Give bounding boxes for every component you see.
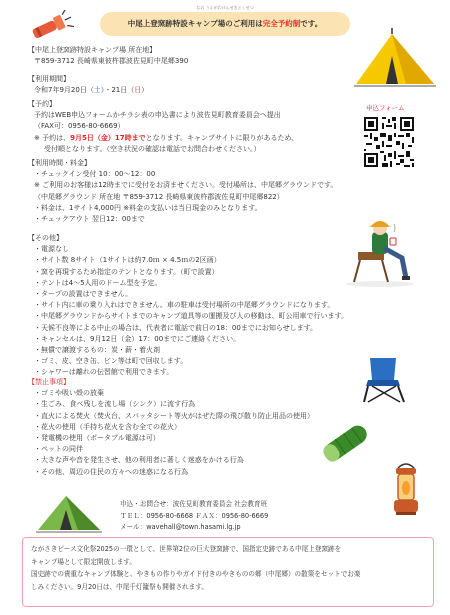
reservation-line1: 予約はWEB申込フォームかチラシ表の申込書により波佐見町教育委員会へ提出: [34, 111, 281, 120]
contact-block: [120, 499, 268, 534]
checkout-line: ・チェックアウト 翌日12：00まで: [34, 215, 145, 224]
other-item: ・窯を再現するため指定のテントとなります。（町で設置）: [34, 267, 219, 276]
reservation-note-post: となります。キャンプサイトに限りがあるため、: [145, 133, 299, 142]
contact-email[interactable]: メール：wavehall@town.hasami.lg.jp: [120, 523, 241, 531]
reservation-line2: （FAX可：0956-80-6669）: [34, 122, 125, 131]
banner-text: [100, 12, 350, 36]
prohibited-item: ・生ごみ、食べ残しを流し場（シンク）に流す行為: [34, 400, 196, 409]
other-item: ・サイト内に車の乗り入れはできません。車の駐車は受付場所の中尾郷グラウンドになります。: [34, 301, 335, 310]
prohibited-item: ・大きな声や音を発生させ、他の利用者に著しく迷惑をかける行為: [34, 456, 244, 465]
prohibited-heading: 【禁止事項】: [28, 378, 70, 386]
other-item: ・中尾郷グラウンドからサイトまでのキャンプ道具等の運搬及び人の移動は、町公用車で行います。: [34, 312, 348, 321]
location-section: [28, 45, 188, 67]
prohibited-item: ・その他、周辺の住民の方々への迷惑になる行為: [34, 467, 188, 476]
banner-highlight: 完全予約制: [262, 19, 301, 28]
period-heading: 【利用期間】: [28, 75, 70, 83]
other-item: ・電源なし: [34, 245, 69, 254]
other-item: ・天候不良等による中止の場合は、代表者に電話で前日の18：00までにお知らせします。: [34, 323, 318, 332]
contact-phone-fax: ＴＥＬ：0956-80-6668 ＦＡＸ：0956-80-6669: [120, 511, 269, 520]
other-item: ・キャンセルは、9月12日（金）17：00までにご連絡ください。: [34, 334, 241, 343]
qr-code[interactable]: [362, 115, 416, 169]
prohibited-section: [28, 377, 314, 478]
reservation-section: [28, 99, 298, 155]
other-heading: 【その他】: [28, 234, 63, 242]
other-item: ・タープの設置はできません。: [34, 290, 133, 299]
period-section: [28, 74, 148, 96]
reservation-note: [28, 133, 298, 144]
footer-line4: しみください。9月20日は、中尾千灯籠祭も開催されます。: [31, 582, 208, 591]
other-item: ・無償で譲渡するもの：炭・薪・着火剤: [34, 346, 160, 355]
period-post: ）: [141, 86, 149, 95]
period-pre: 令和7年9月20日（: [34, 86, 94, 95]
period-day2: 日: [134, 86, 142, 95]
checkin-line: ・チェックイン受付 10：00～12：00: [34, 170, 156, 179]
time-note2: （中尾郷グラウンド 所在地 〒859-3712 長崎県東彼杵郡波佐見町中尾郷822）: [34, 192, 284, 201]
footer-line3: 国史跡での貴重なキャンプ体験と、やきもの作りやガイド付きのやきものの郷（中尾郷）の散策をセットでお楽: [31, 570, 361, 578]
camp-chair-illustration: [360, 354, 408, 404]
banner-prefix: 中尾上登窯跡特設キャンプ場のご利用は: [127, 19, 263, 28]
prohibited-item: ・ゴミや吸い殻の放棄: [34, 389, 104, 398]
banner-suffix: です。: [300, 19, 323, 28]
period-text: [28, 85, 148, 96]
time-fee-section: [28, 158, 337, 225]
title-banner: [100, 5, 350, 36]
footer-notice: [22, 537, 434, 607]
prohibited-item: ・花火の使用（手持ち花火を含む全ての花火）: [34, 422, 181, 431]
other-item: ・サイト数 8サイト（1サイトは約7.0ｍ × 4.5ｍの2区画）: [34, 256, 221, 265]
banner-ruby: なお うえがわけんせきとくせつ: [196, 5, 254, 10]
fee-line: ・料金は、1サイト4,000円 ※料金の支払いは当日現金のみとなります。: [34, 203, 262, 212]
location-address: 〒859-3712 長崎県東彼杵郡波佐見町中尾郷390: [34, 57, 189, 66]
lantern-illustration: [386, 460, 426, 518]
time-fee-heading: 【利用時間・料金】: [28, 159, 91, 167]
footer-line1: ながさきピース文化祭2025の一環として、世界第2位の巨大登窯跡で、国指定史跡である中尾上登窯跡を: [31, 545, 342, 553]
contact-line1: 申込・お問合せ：波佐見町教育委員会 社会教育班: [120, 500, 268, 508]
reservation-note-pre: ※ 予約は、: [34, 133, 71, 142]
reservation-note2: 受付順となります。（空き状況の確認は電話でお問合わせください。）: [44, 144, 261, 153]
period-mid: ）・21日（: [100, 86, 135, 95]
other-item: ・テントは4～5人用のドーム型を予定。: [34, 278, 162, 287]
prohibited-item: ・直火による焚火（焚火台、スパッタシート等火がはぜた際の飛び散り防止用品の使用）: [34, 411, 314, 420]
other-section: [28, 233, 348, 379]
prohibited-item: ・発電機の使用（ポータブル電源は可）: [34, 434, 160, 443]
green-tent-illustration: [36, 492, 102, 534]
sleeping-bag-illustration: [318, 420, 374, 468]
qr-label: 申込フォーム: [366, 104, 405, 112]
reservation-deadline: 9月5日（金）17時まで: [70, 133, 146, 142]
reservation-heading: 【予約】: [28, 100, 56, 108]
camper-sitting-illustration: [340, 218, 420, 288]
other-item: ・シャワーは離れの伝習館で利用できます。: [34, 368, 174, 377]
time-note1: ※ ご利用のお客様は12時までに受付をお済ませください。受付場所は、中尾郷グラウンドです。: [34, 181, 338, 190]
yellow-tent-illustration: [352, 26, 438, 90]
period-day1: 土: [93, 86, 101, 95]
flashlight-illustration: [30, 10, 74, 42]
prohibited-item: ・ペットの同伴: [34, 445, 83, 454]
footer-line2: キャンプ場として限定開放します。: [31, 557, 136, 566]
other-item: ・ゴミ、皮、空き缶、ビン等は町で回収します。: [34, 357, 188, 366]
location-heading: 【中尾上登窯跡特設キャンプ場 所在地】: [28, 46, 157, 54]
